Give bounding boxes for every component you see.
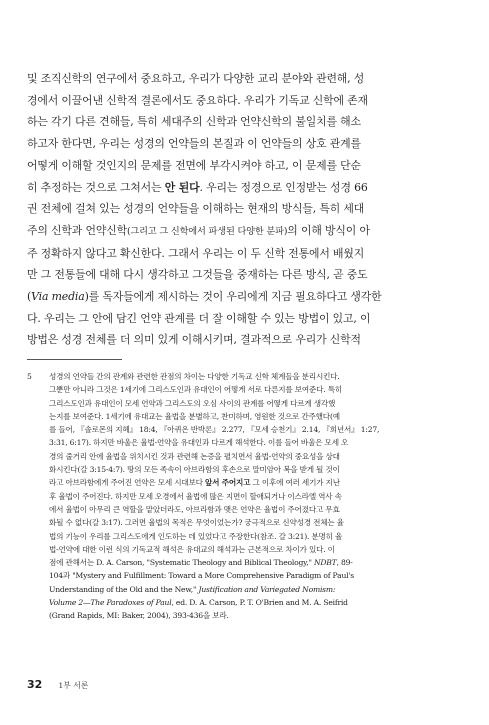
footnote-line: Volume 2—The Paradoxes of Paul, ed. D. A. Carson, P. T. O'Brien and M. A. Seifrid [49, 598, 348, 608]
footnote-line: 후 율법이 주어진다. 하지만 모세 오경에서 율법에 많은 지면이 할애되거나 이스라엘 역사 속 [49, 491, 342, 501]
body-line: 어떻게 이해할 것인지의 문제를 전면에 부각시켜야 하고, 이 문제를 단순 [27, 158, 361, 172]
body-line: 만 그 전통들에 대해 다시 생각하고 그것들을 중재하는 다른 방식, 곧 중도 [27, 268, 368, 282]
footnote-divider [27, 359, 122, 360]
italic-text: NDBT [313, 558, 337, 568]
footnote-line: 는지를 보여준다. 1세기에 유대교는 율법을 분별하고, 찬미하며, 영원한 것으로 간주했다(예 [49, 411, 340, 421]
body-line: 하고자 한다면, 우리는 성경의 언약들의 본질과 이 언약들의 상호 관계를 [27, 137, 361, 151]
footnote-line: (Grand Rapids, MI: Baker, 2004), 393-436을 보라. [49, 611, 229, 621]
footnote-line: 라고 아브라함에게 주어진 언약은 모세 시대보다 앞서 주어지고 그 이후에 여러 세기가 지난 [49, 478, 340, 488]
footnote-line: 화시킨다(갈 3:15-4:7). 땅의 모든 족속이 아브라함의 후손으로 말미암아 복을 받게 될 것이 [49, 465, 340, 475]
footnote-line: 법-언약에 대한 이런 식의 기독교적 해석은 유대교의 해석과는 근본적으로 차이가 있다. 이 [49, 544, 335, 554]
body-paragraph [27, 68, 462, 351]
page-footer [27, 678, 88, 691]
footnote-line: 그리스도인과 유대인이 모세 언약과 그리스도의 오심 사이의 관계를 어떻게 다르게 생각했 [49, 398, 336, 408]
body-line: 히 추정하는 것으로 그쳐서는 안 된다. 우리는 정경으로 인정받는 성경 66 [27, 180, 368, 194]
italic-text: Volume 2—The Paradoxes of Paul [49, 598, 172, 608]
body-line: 및 조직신학의 연구에서 중요하고, 우리가 다양한 교리 분야와 관련해, 성 [27, 72, 365, 85]
main-text [27, 68, 462, 351]
body-line: 다. 우리는 그 안에 담긴 언약 관계를 더 잘 이해할 수 있는 방법이 있고, 이 [27, 311, 371, 325]
footnote-line: 화될 수 없다(갈 3:17). 그러면 율법의 목적은 무엇이었는가? 궁극적으로 신약성경 전체는 율 [49, 518, 344, 528]
footnote-line: 를 들어, 『솔로몬의 지혜』 18:4, 『아퀴온 반박론』 2.277, 『모세 승천기』 2.14, 『희년서』 1:27, [49, 425, 380, 435]
body-line: 권 전체에 걸쳐 있는 성경의 언약들을 이해하는 현재의 방식들, 특히 세대 [27, 202, 365, 216]
body-line: 방법은 성경 전체를 더 의미 있게 이해시키며, 결과적으로 우리가 신학적 [27, 333, 361, 347]
page-number: 32 [27, 678, 43, 691]
footnote-line: 에서 율법이 아무리 큰 역할을 맡았더라도, 아브라함과 맺은 언약은 율법이 주어졌다고 무효 [49, 504, 340, 514]
emphasis-text: 안 된다 [164, 180, 200, 194]
running-header-part: 1부 서론 [58, 681, 89, 690]
footnote-line: 경의 줄거리 안에 율법을 위치시킨 것과 관련해 논증을 펼치면서 율법-언약의 중요성을 상대 [49, 451, 340, 461]
body-line: 주 정확하지 않다고 확신한다. 그래서 우리는 이 두 신학 전통에서 배웠지 [27, 246, 365, 260]
footnote [27, 370, 462, 623]
italic-text: Via media [31, 290, 85, 304]
body-line: 하는 각기 다른 견해들, 특히 세대주의 신학과 언약신학의 불일치를 해소 [27, 115, 361, 129]
body-line: 주의 신학과 언약신학(그리고 그 신학에서 파생된 다양한 분파)의 이해 방식이 아 [27, 223, 370, 237]
body-line: (Via media)를 독자들에게 제시하는 것이 우리에게 지금 필요하다고 생각한 [27, 290, 382, 304]
emphasis-text: 앞서 주어지고 [205, 478, 251, 488]
footnote-line: 그뿐만 아니라 그것은 1세기에 그리스도인과 유대인이 어떻게 서로 다른지를 보여준다. 특히 [49, 385, 342, 395]
footnote-line: Understanding of the Old and the New," Justification and Variegated Nomism: [49, 584, 336, 594]
footnote-line: 법의 기능이 우리를 그리스도에게 인도하는 데 있었다고 주장한다(참조. 갈 3:21). 분명히 율 [49, 531, 343, 541]
footnote-line: 104과 "Mystery and Fulfillment: Toward a More Comprehensive Paradigm of Paul's [49, 571, 354, 581]
footnote-line: 3:31, 6:17). 하지만 바울은 율법-언약을 유대인과 다르게 해석한다. 이를 들어 바울은 모세 오 [49, 438, 349, 448]
italic-text: Justification and Variegated Nomism: [198, 584, 336, 594]
footnote-text [49, 370, 462, 623]
footnote-line: 성경의 언약들 간의 관계와 관련한 관점의 차이는 다양한 기독교 신학 체계들을 분리시킨다. [49, 372, 340, 381]
small-text: (그리고 그 신학에서 파생된 다양한 분파) [126, 225, 288, 237]
body-line: 경에서 이끌어낸 신학적 결론에서도 중요하다. 우리가 기독교 신학에 존재 [27, 93, 368, 107]
footnote-number: 5 [27, 372, 32, 381]
footnote-line: 점에 관해서는 D. A. Carson, "Systematic Theology and Biblical Theology," NDBT, 89- [49, 558, 353, 568]
